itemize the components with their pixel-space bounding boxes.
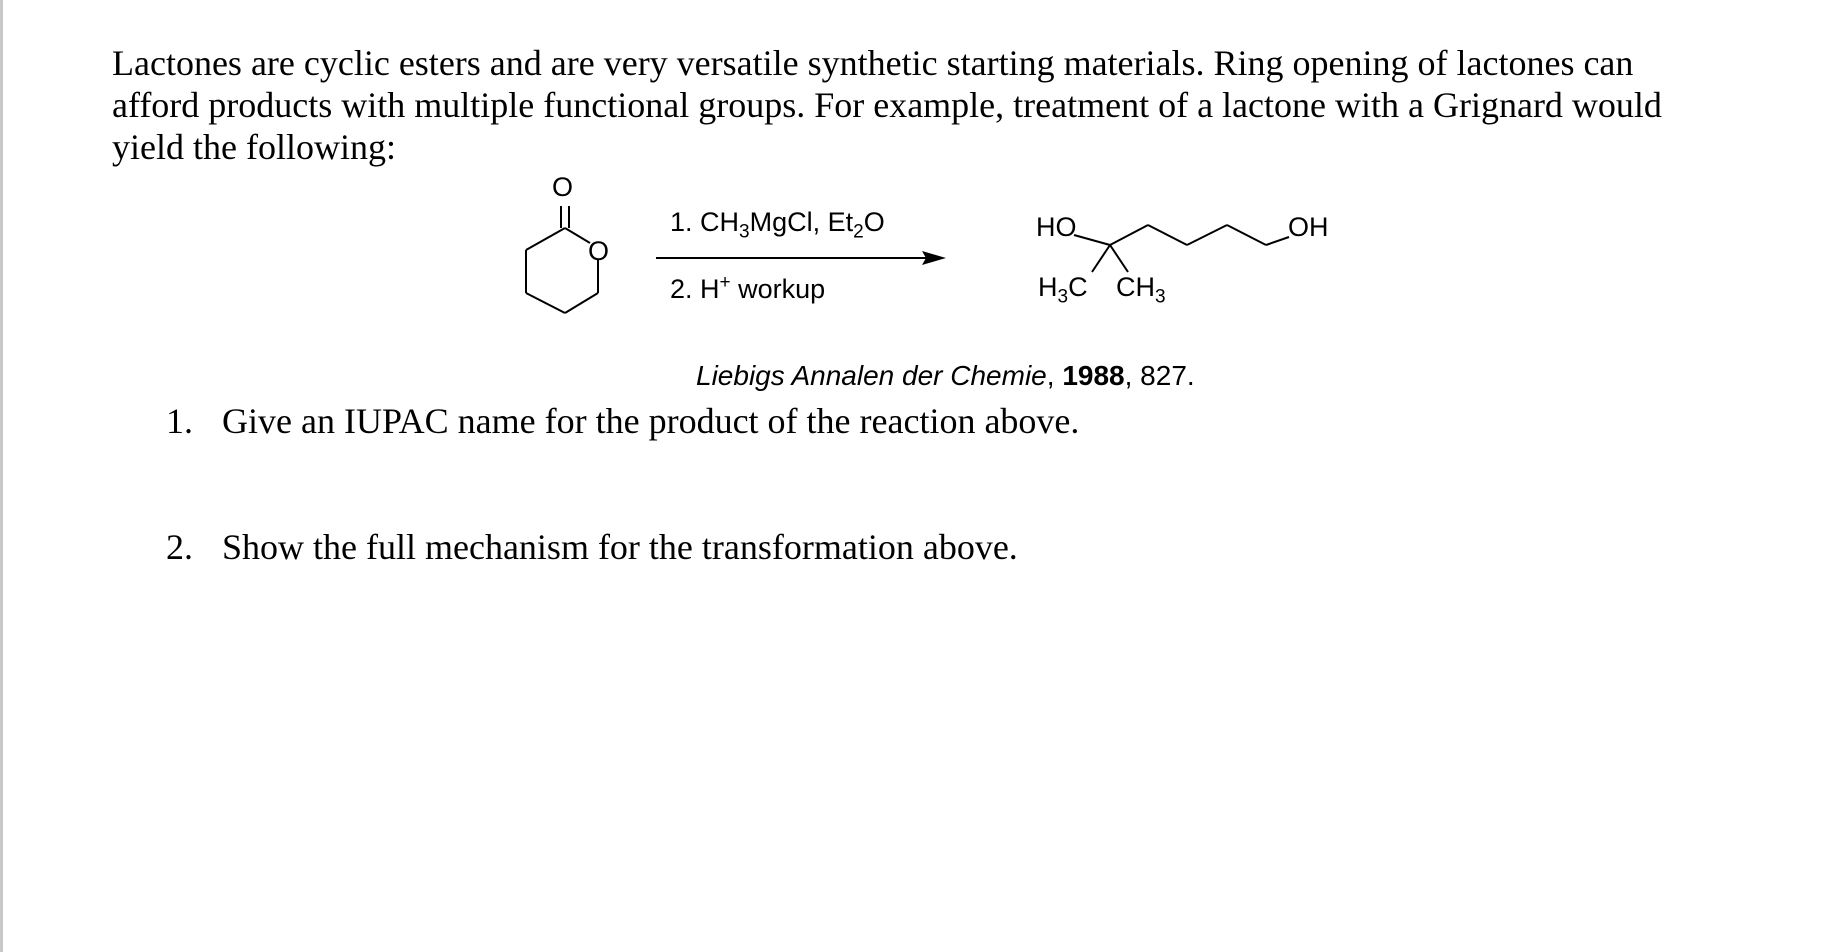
reagent-step-2: 2. H+ workup xyxy=(670,272,826,304)
reaction-scheme xyxy=(0,0,1838,420)
product-methyl-right: $CH_3$ xyxy=(1116,272,1166,308)
citation-year: 1988 xyxy=(1062,360,1125,391)
question-1 xyxy=(166,400,1079,442)
question-number: 1. xyxy=(166,401,193,441)
question-2 xyxy=(166,526,1018,568)
product-hydroxyl-left: HO xyxy=(1036,212,1077,242)
reagent-step-1: 1. $CH_3MgCl$, $Et_2O$ xyxy=(670,207,885,243)
citation-page: 827. xyxy=(1140,360,1195,391)
product-structure xyxy=(1074,225,1289,272)
intro-line-2: afford products with multiple functional groups. For example, treatment of a lactone with a Grignard would xyxy=(112,85,1662,125)
citation-journal: Liebigs Annalen der Chemie xyxy=(696,360,1047,391)
question-text: Show the full mechanism for the transformation above. xyxy=(222,527,1018,567)
question-number: 2. xyxy=(166,527,193,567)
lactone-carbonyl-oxygen: O xyxy=(552,172,574,202)
intro-line-1: Lactones are cyclic esters and are very versatile synthetic starting materials. Ring opening of lactones can xyxy=(112,43,1634,83)
lactone-ring-oxygen: O xyxy=(588,236,610,266)
question-text: Give an IUPAC name for the product of the reaction above. xyxy=(222,401,1080,441)
product-hydroxyl-right: OH xyxy=(1288,212,1329,242)
reaction-arrow xyxy=(656,251,946,265)
intro-line-3: yield the following: xyxy=(112,127,396,167)
product-methyl-left: $H_3C$ xyxy=(1038,272,1088,308)
literature-citation: Liebigs Annalen der Chemie, 1988, 827. xyxy=(696,360,1195,391)
